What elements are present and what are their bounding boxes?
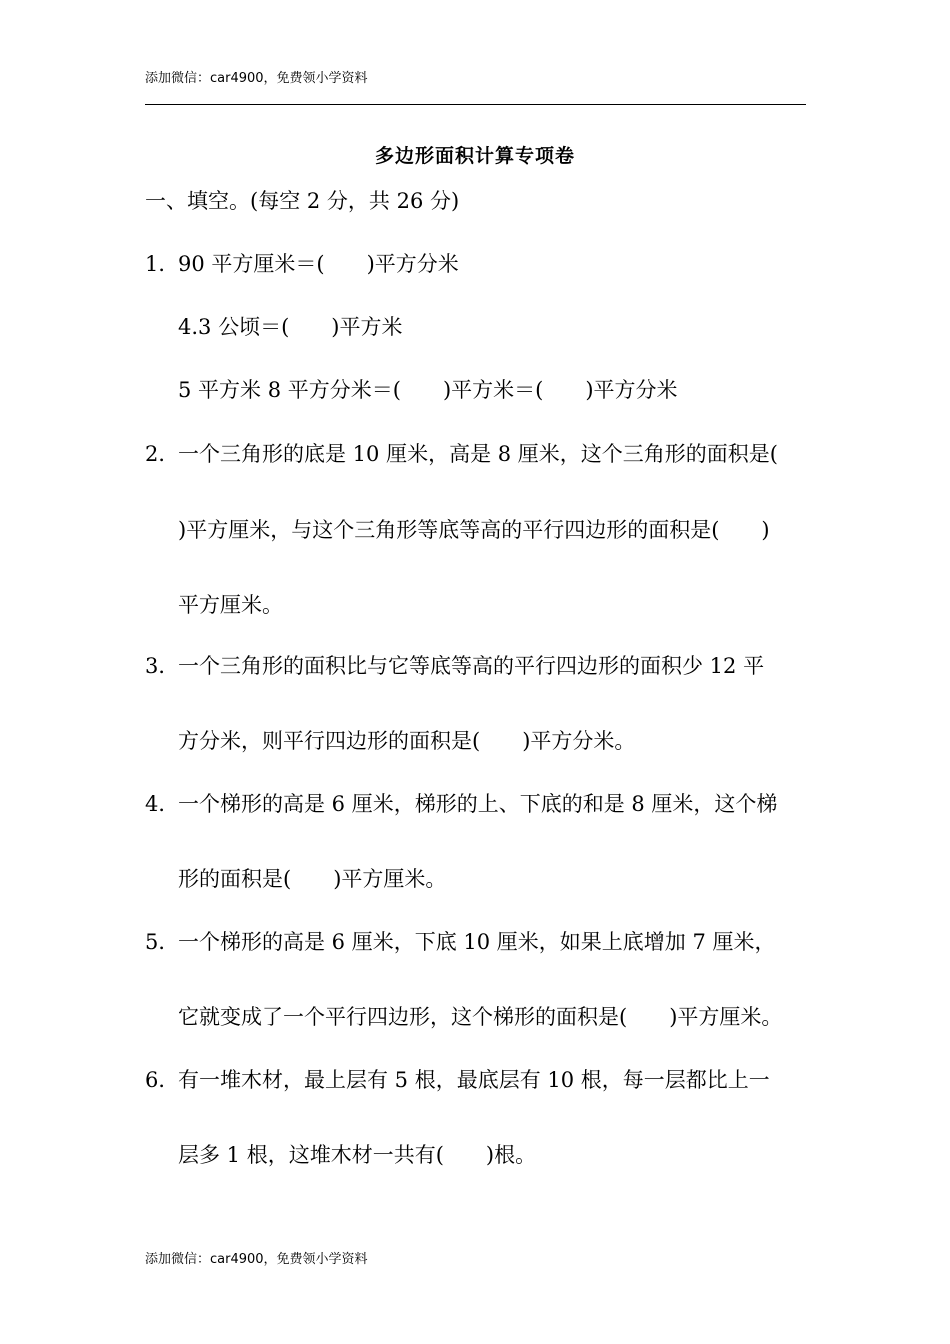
question-line: 平方厘米。 (178, 593, 283, 617)
question-line: 有一堆木材，最上层有 5 根，最底层有 10 根，每一层都比上一 (178, 1068, 770, 1092)
question-number: 1． (145, 252, 180, 276)
question-line: 一个梯形的高是 6 厘米，下底 10 厘米，如果上底增加 7 厘米， (178, 930, 776, 954)
header-note: 添加微信：car4900，免费领小学资料 (145, 71, 368, 86)
question-line: 90 平方厘米＝( )平方分米 (178, 252, 459, 276)
question-number: 3． (145, 654, 180, 678)
question-line: 一个三角形的面积比与它等底等高的平行四边形的面积少 12 平 (178, 654, 765, 678)
question-line: )平方厘米，与这个三角形等底等高的平行四边形的面积是( ) (178, 518, 770, 542)
question-line: 一个梯形的高是 6 厘米，梯形的上、下底的和是 8 厘米，这个梯 (178, 792, 778, 816)
question-line: 它就变成了一个平行四边形，这个梯形的面积是( )平方厘米。 (178, 1005, 783, 1029)
footer-note: 添加微信：car4900，免费领小学资料 (145, 1252, 368, 1267)
question-number: 6． (145, 1068, 180, 1092)
section-heading: 一、填空。(每空 2 分，共 26 分) (145, 189, 460, 213)
question-line: 层多 1 根，这堆木材一共有( )根。 (178, 1143, 537, 1167)
question-number: 5． (145, 930, 180, 954)
header-divider (145, 104, 806, 105)
page-title: 多边形面积计算专项卷 (374, 145, 575, 167)
question-line: 5 平方米 8 平方分米＝( )平方米＝( )平方分米 (178, 378, 678, 402)
question-line: 一个三角形的底是 10 厘米，高是 8 厘米，这个三角形的面积是( (178, 442, 778, 466)
question-line: 形的面积是( )平方厘米。 (178, 867, 447, 891)
question-number: 2． (145, 442, 180, 466)
question-line: 4.3 公顷＝( )平方米 (178, 315, 403, 339)
question-line: 方分米，则平行四边形的面积是( )平方分米。 (178, 729, 636, 753)
question-number: 4． (145, 792, 180, 816)
